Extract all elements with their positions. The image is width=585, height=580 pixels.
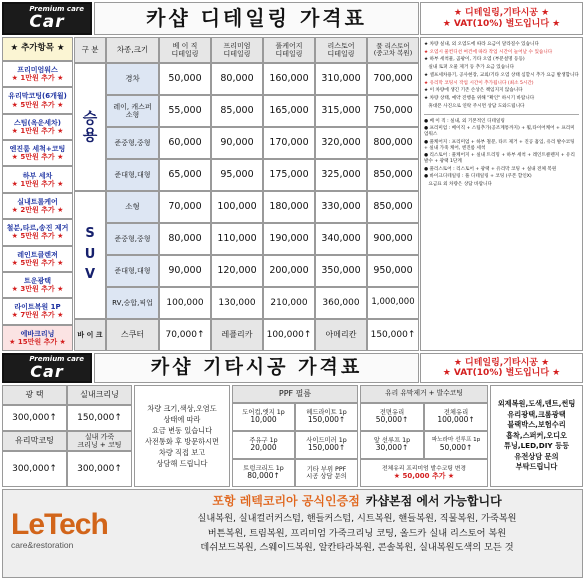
promo-line: 버튼복원, 트림복원, 프리미엄 가죽크리닝 코팅, 올드카 실내 리스토어 복원 xyxy=(207,527,507,539)
table-cell-price: 65,000 xyxy=(159,159,211,191)
promo-title-red: 포항 레텍코리아 공식인증점 xyxy=(212,494,360,509)
table-cell-price: 150,000↑ xyxy=(367,319,419,351)
vat-notice-2 xyxy=(420,353,583,383)
table-cell-price: 160,000 xyxy=(263,63,315,95)
letech-logo-text: LeTech xyxy=(11,508,108,541)
table-cell-price: 310,000 xyxy=(315,63,367,95)
note-line: ● 리스토어 : 풀케어지 + 실내 트리밍 + 하부 세척 + 레인트클렌져 + 유리발수 + 광택 1단계 xyxy=(424,153,575,165)
table-cell-price: 315,000 xyxy=(315,95,367,127)
table-cell-size: 준대형,대형 xyxy=(106,255,159,287)
table-cell-price: 90,000 xyxy=(211,127,263,159)
table-cell-price: 340,000 xyxy=(315,223,367,255)
table-cell-price: 320,000 xyxy=(315,127,367,159)
note-line: 실내 토퍼 오물 제거 등 추가 요금 있습니다 xyxy=(424,65,515,71)
note-line: ● 프리미엄 : 베이직 + 스팀추가(공조계통까지) + 휠,타이어케어 + 프리미엄워스 xyxy=(424,126,575,138)
note-line: 요금표 외 차량은 상담 바랍니다 xyxy=(424,182,492,188)
table-cell-price: 180,000 xyxy=(263,191,315,223)
table-cell-size: 레플리카 xyxy=(211,319,263,351)
table-cell-price: 100,000 xyxy=(159,287,211,319)
table-cell-size: 준중형,중형 xyxy=(106,223,159,255)
glass-cell: 앞 선루프 1p 30,000↑ xyxy=(360,431,424,459)
car-shop-logo xyxy=(2,2,92,35)
note-line: 휴대폰 사진으로 연락 주시면 상담 도와드립니다 xyxy=(424,103,525,109)
table-cell-price: 100,000 xyxy=(211,191,263,223)
table-cell-price: 110,000 xyxy=(211,223,263,255)
polish-header: 광 택 xyxy=(2,385,67,405)
vat-notice-line1: ★ 디테일링,기타시공 ★ xyxy=(453,357,550,368)
table-cell-size: 준중형,중형 xyxy=(106,127,159,159)
note-line: ★ 차량 상태, 예약 진행을 위해 "확인" 하시기 바랍니다 xyxy=(424,96,535,102)
table-cell-price: 70,000 xyxy=(159,191,211,223)
table-header: 풀케어지 디테일링 xyxy=(263,37,315,63)
detailing-price-table xyxy=(74,37,419,351)
table-cell-size: 준대형,대형 xyxy=(106,159,159,191)
group-label-sedan: 승 용 xyxy=(74,63,106,191)
addons-title: ★ 추가항목 ★ xyxy=(2,37,73,61)
table-cell-price: 200,000 xyxy=(263,255,315,287)
table-cell-size: 소형 xyxy=(106,191,159,223)
note-line: ★ 하부 세척물, 곰팡이, 기타 오염 (부분설명 등등) xyxy=(424,57,525,63)
polish-price: 300,000↑ xyxy=(2,405,67,431)
note-line: ★ 차량 실내, 외 오염도에 따라 요금이 달라질수 있습니다 xyxy=(424,42,539,47)
glass-cell: 파노라마 선루프 1p 50,000↑ xyxy=(424,431,488,459)
ppf-cell: 기타 부위 PPF 시공 상담 문의 xyxy=(295,459,358,487)
promo-title-black: 카샵본점 에서 가능합니다 xyxy=(365,494,502,509)
notes-divider xyxy=(424,114,579,115)
logo-small-text: Premium care xyxy=(29,354,84,363)
table-cell-price: 700,000 xyxy=(367,63,419,95)
table-cell-price: 170,000 xyxy=(263,127,315,159)
addon-item: 엔진룸 세척+코팅 ★ 5만원 추가 ★ xyxy=(2,140,73,166)
table-cell-price: 55,000 xyxy=(159,95,211,127)
addon-item: 트운광택 ★ 3만원 추가 ★ xyxy=(2,272,73,298)
table-header: 차종,크기 xyxy=(106,37,159,63)
note-line: ★ 셀프세차용기, 공사현장, 교외/기타 오염 상태 심할시 추가 요금 발생합니다 xyxy=(424,72,579,78)
table-cell-price: 190,000 xyxy=(263,223,315,255)
table-cell-price: 950,000 xyxy=(367,255,419,287)
glass-cell: 전면유리 50,000↑ xyxy=(360,403,424,431)
table-cell-price: 350,000 xyxy=(315,255,367,287)
table-cell-price: 100,000↑ xyxy=(263,319,315,351)
table-cell-price: 750,000 xyxy=(367,95,419,127)
other-service-price-title: 카샵 기타시공 가격표 xyxy=(94,353,419,383)
note-line: ★ 오염시 물컨디션 여건에 따라 작업 시간이 늘어날 수 있습니다 xyxy=(424,49,553,55)
addon-item: 스팀(옥운세차) ★ 1만원 추가 ★ xyxy=(2,114,73,140)
letech-logo-sub: care&restoration xyxy=(11,540,74,550)
table-cell-price: 325,000 xyxy=(315,159,367,191)
ppf-cell: 트렁크리드 1p 80,000↑ xyxy=(232,459,295,487)
table-header: 구 분 xyxy=(74,37,106,63)
promo-line: 실내복원, 실내컬러커스텀, 핸들커스텀, 시트복원, 핸들복원, 직물복원, 가죽복원 xyxy=(197,513,517,524)
table-cell-price: 60,000 xyxy=(159,127,211,159)
table-cell-price: 330,000 xyxy=(315,191,367,223)
table-cell-price: 50,000 xyxy=(159,63,211,95)
consult-notice: 차량 크기,색상,오염도 상태에 따라 요금 변동 있습니다 사전통화 후 방문하시면 차량 직접 보고 상담해 드립니다 xyxy=(134,385,230,487)
addon-item: 철분,타르,송진 제거 ★ 5만원 추가 ★ xyxy=(2,219,73,245)
table-header: 풀 리스토어 (중고차 복원) xyxy=(367,37,419,63)
note-line: ● 풀리스토어 : 리스토어 + 광택 + 유리막 코팅 + 실내 전체 복원 xyxy=(424,166,557,172)
note-line: ★ 유리막 코팅시 작업 시간이 추가됩니다 (최소 5시간) xyxy=(424,80,534,86)
table-cell-price: 850,000 xyxy=(367,159,419,191)
letech-logo xyxy=(11,508,127,564)
promo-title xyxy=(133,493,581,511)
table-cell-price: 800,000 xyxy=(367,127,419,159)
table-cell-size: 레이, 캐스퍼 소형 xyxy=(106,95,159,127)
ppf-cell: 도어컵,엣지 1p 10,000 xyxy=(232,403,295,431)
table-header: 리스토어 디테일링 xyxy=(315,37,367,63)
promo-line: 데쉬보드복원, 스웨이드복원, 알칸타라복원, 콘솔복원, 실내복원도색의 모든 것 xyxy=(200,542,514,554)
letech-promo xyxy=(2,489,583,578)
table-cell-price: 130,000 xyxy=(211,287,263,319)
interior-cleaning-header: 실내크리닝 xyxy=(67,385,132,405)
addon-item: 레인트클렌져 ★ 5만원 추가 ★ xyxy=(2,246,73,272)
table-cell-price: 80,000 xyxy=(211,63,263,95)
table-cell-price: 120,000 xyxy=(211,255,263,287)
addon-item: 하부 세차 ★ 1만원 추가 ★ xyxy=(2,166,73,192)
table-header: 프리미엄 디테일링 xyxy=(211,37,263,63)
glass-cell: 전체유리 100,000↑ xyxy=(424,403,488,431)
table-cell-price: 95,000 xyxy=(211,159,263,191)
note-line: ● 베 이 직 : 실내, 외 기본적인 디테일링 xyxy=(424,118,505,124)
vat-notice xyxy=(420,2,583,35)
vat-notice-line1: ★ 디테일링,기타시공 ★ xyxy=(453,8,550,19)
glass-coating-price: 300,000↑ xyxy=(2,451,67,487)
glass-coating-table xyxy=(360,385,488,487)
vat-notice-line2: ★ VAT(10%) 별도입니다 ★ xyxy=(442,368,561,378)
table-cell-price: 165,000 xyxy=(263,95,315,127)
group-label-bike: 바 이 크 xyxy=(74,319,106,351)
addon-item: 프리미엄워스 ★ 1만원 추가 ★ xyxy=(2,61,73,87)
table-cell-price: 70,000↑ xyxy=(159,319,211,351)
logo-main-text: Car xyxy=(30,361,64,381)
addon-item: 유리막코팅(6개월) ★ 5만원 추가 ★ xyxy=(2,87,73,113)
table-header: 베 이 직 디테일링 xyxy=(159,37,211,63)
table-cell-price: 175,000 xyxy=(263,159,315,191)
table-cell-size: 아메리칸 xyxy=(315,319,367,351)
ppf-title: PPF 필름 xyxy=(232,385,358,403)
notes-panel xyxy=(420,37,583,351)
addon-item: 에바크리닝 ★ 15만원 추가 ★ xyxy=(2,325,73,351)
car-shop-logo-2 xyxy=(2,353,92,383)
ppf-cell: 사이드미러 1p 150,000↑ xyxy=(295,431,358,459)
addons-list xyxy=(2,61,73,351)
vat-notice-line2: ★ VAT(10%) 별도입니다 ★ xyxy=(442,18,561,29)
ppf-cell: 헤드라이트 1p 150,000↑ xyxy=(295,403,358,431)
table-cell-price: 900,000 xyxy=(367,223,419,255)
leather-cleaning-price: 300,000↑ xyxy=(67,451,132,487)
glass-title: 유리 유막제거 + 발수코팅 xyxy=(360,385,488,403)
table-cell-price: 80,000 xyxy=(159,223,211,255)
other-left-grid xyxy=(2,385,132,487)
glass-cell: 전체유리 프리미엄 발수코팅 변경 ★ 50,000 추가 ★ xyxy=(360,459,488,487)
table-cell-size: RV,승합,픽업 xyxy=(106,287,159,319)
other-services-list: 외제복원,도색,덴트,썬팅 유리광택,크롬광택 블랙박스,보험수리 흡착,스퍼커,오디오 튜닝,LED,DIY 등등 유전상담 문의 부탁드립니다 xyxy=(490,385,583,487)
leather-cleaning-header: 실내 가죽 크리닝 + 코팅 xyxy=(67,431,132,451)
detailing-price-title: 카샵 디테일링 가격표 xyxy=(94,2,419,35)
group-label-suv: S U V xyxy=(74,191,106,319)
addon-item: 실내트롤케어 ★ 2만원 추가 ★ xyxy=(2,193,73,219)
table-cell-price: 850,000 xyxy=(367,191,419,223)
promo-lines xyxy=(133,514,581,554)
note-line: ● 바이크디테일링 : 풀 디테일링 + 코팅 (쿠폰 할인X) xyxy=(424,174,532,180)
table-cell-price: 90,000 xyxy=(159,255,211,287)
table-cell-size: 스쿠터 xyxy=(106,319,159,351)
addon-item: 라이트복원 1P ★ 7만원 추가 ★ xyxy=(2,298,73,324)
logo-main-text: Car xyxy=(29,11,65,32)
interior-cleaning-price: 150,000↑ xyxy=(67,405,132,431)
table-cell-price: 210,000 xyxy=(263,287,315,319)
ppf-film-table xyxy=(232,385,358,487)
ppf-cell: 주유구 1p 20,000 xyxy=(232,431,295,459)
table-cell-price: 85,000 xyxy=(211,95,263,127)
note-line: ● 풀케어지 : 프리미엄 + 하부 철분, 타르 제거 + 진공 흡입, 유리 발수코팅 + 실내 가죽 케어, 엔진룸 세척 xyxy=(424,139,577,151)
glass-coating-header: 유리막코팅 xyxy=(2,431,67,451)
note-line: ★ 이 차량에 생긴 기존 손상은 책임지지 않습니다 xyxy=(424,88,523,94)
table-cell-size: 경차 xyxy=(106,63,159,95)
table-cell-price: 360,000 xyxy=(315,287,367,319)
table-cell-price: 1,000,000 xyxy=(367,287,419,319)
logo-small-text: Premium care xyxy=(29,4,84,13)
